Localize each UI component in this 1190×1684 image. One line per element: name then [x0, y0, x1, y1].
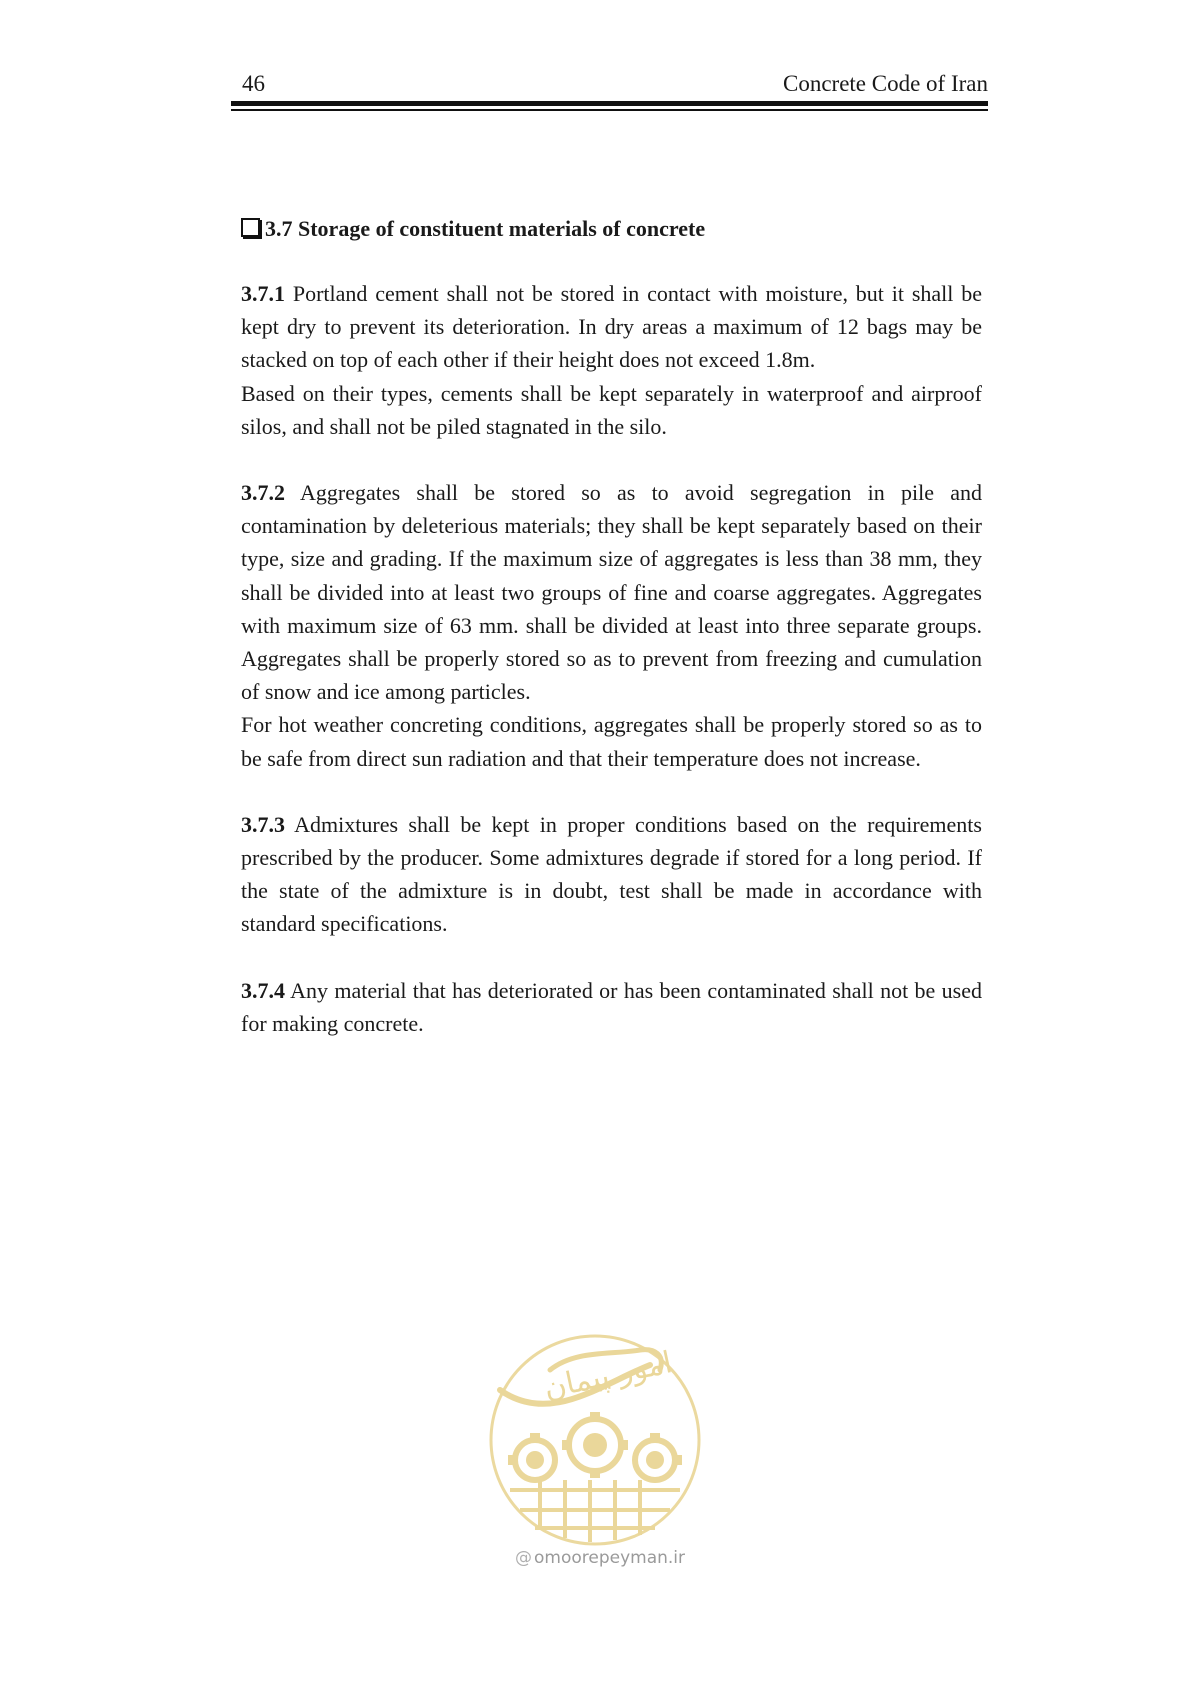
clause-number: 3.7.1	[241, 281, 285, 306]
clause-3-7-4	[241, 974, 982, 1040]
page-header	[231, 70, 988, 98]
watermark-url-text: omoorepeyman.ir	[533, 1548, 686, 1568]
clause-text: Any material that has deteriorated or has been contaminated shall not be used for making concrete.	[241, 977, 982, 1036]
clause-paragraph	[241, 476, 982, 708]
watermark-logo-text: امور پیمان	[540, 1345, 676, 1407]
clause-number: 3.7.2	[241, 480, 285, 506]
running-title: Concrete Code of Iran	[782, 71, 988, 96]
clause-text: Portland cement shall not be stored in contact with moisture, but it shall be kept dry to prevent its deterioration. In dry areas a maximum of 12 bags may be stacked on top of each other if their height does not exceed 1.8m.	[241, 281, 982, 373]
checkbox-bullet-icon	[241, 218, 260, 237]
clause-text: Aggregates shall be stored so as to avoid segregation in pile and contamination by deleterious materials; they shall be kept separately based on their type, size and grading. If the maximum size of aggregates is less than 38 mm, they shall be divided into at least two groups of fine and coarse aggregates. Aggregates with maximum size of 63 mm. shall be divided at least into three separate groups. Aggregates shall be properly stored so as to prevent from freezing and cumulation of snow and ice among particles.	[241, 480, 982, 705]
clause-number: 3.7.3	[241, 811, 285, 837]
page-body	[241, 212, 982, 1073]
clause-3-7-3	[241, 808, 982, 941]
clause-3-7-2	[241, 476, 982, 775]
header-rule-thick	[231, 101, 988, 106]
clause-text: Admixtures shall be kept in proper conditions based on the requirements prescribed by the producer. Some admixtures degrade if stored for a long period. If the state of the admixture is in doubt, test shall be made in accordance with standard specifications.	[241, 811, 982, 937]
page-number: 46	[242, 71, 265, 96]
clause-3-7-1	[241, 277, 982, 443]
clause-paragraph	[241, 974, 982, 1040]
watermark-url	[500, 1548, 700, 1568]
clause-continuation: For hot weather concreting conditions, aggregates shall be properly stored so as to be safe from direct sun radiation and that their temperature does not increase.	[241, 712, 982, 771]
watermark-logo	[480, 1330, 710, 1560]
header-rule-thin	[231, 109, 988, 111]
section-heading	[241, 212, 982, 245]
clause-paragraph	[241, 277, 982, 377]
section-heading-text: 3.7 Storage of constituent materials of concrete	[265, 216, 706, 241]
at-icon: @	[514, 1548, 532, 1568]
clause-paragraph	[241, 808, 982, 941]
clause-number: 3.7.4	[241, 977, 285, 1003]
clause-continuation: Based on their types, cements shall be kept separately in waterproof and airproof silos, and shall not be piled stagnated in the silo.	[241, 380, 982, 439]
